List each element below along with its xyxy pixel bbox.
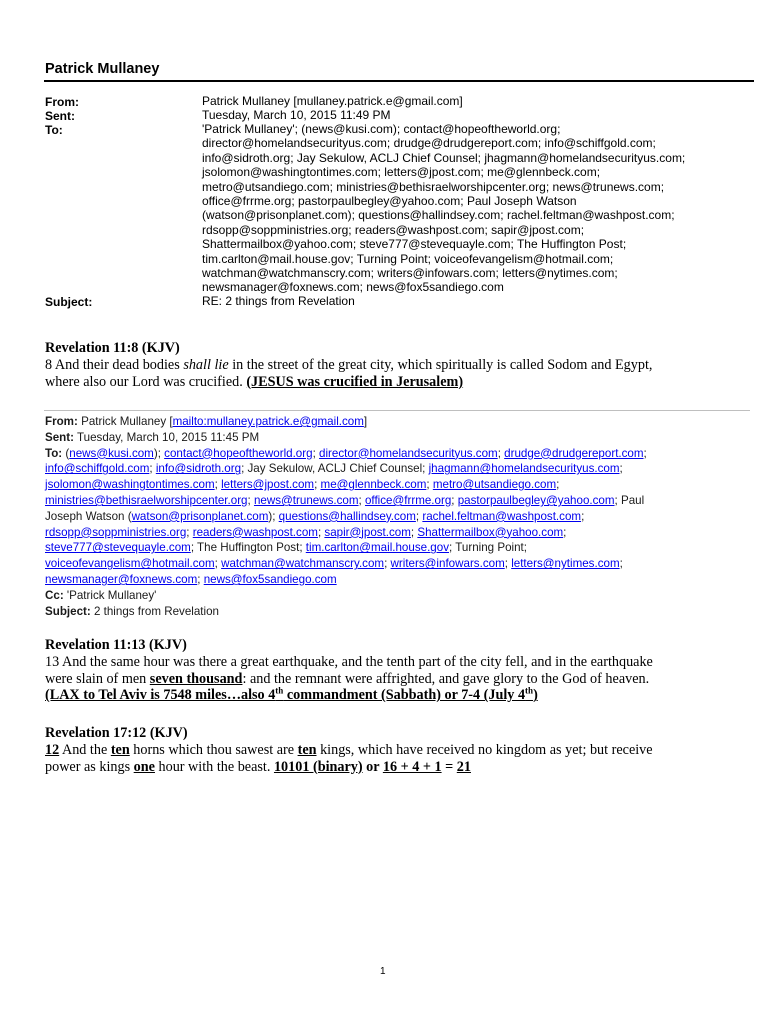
to-line: watchman@watchmanscry.com; writers@infowars.com; letters@nytimes.com; — [202, 266, 618, 281]
verse-line — [45, 357, 652, 374]
verse-emphasis: seven thousand — [149, 670, 243, 687]
note-sup: th — [275, 685, 284, 696]
to-line: metro@utsandiego.com; ministries@bethisraelworshipcenter.org; news@trunews.com; — [202, 179, 665, 194]
to-line: office@frrme.org; pastorpaulbegley@yahoo.com; Paul Joseph Watson — [202, 194, 577, 209]
fwd-sent-value: Tuesday, March 10, 2015 11:45 PM — [73, 430, 260, 444]
email-link[interactable]: questions@hallindsey.com — [278, 509, 416, 523]
verse-line — [45, 759, 653, 776]
fwd-to-label: To: — [45, 446, 63, 460]
email-link[interactable]: voiceofevangelism@hotmail.com — [45, 557, 215, 571]
verse-emphasis: ten — [110, 741, 130, 758]
verse-title: Revelation 11:13 (KJV) — [45, 637, 187, 653]
email-link[interactable]: watchman@watchmanscry.com — [221, 557, 385, 571]
note-text: commandment (Sabbath) or 7-4 (July 4 — [283, 687, 526, 704]
forwarded-header — [45, 414, 647, 619]
verse-text: were slain of men — [45, 670, 150, 687]
email-link[interactable]: rdsopp@soppministries.org — [45, 525, 187, 539]
from-value: Patrick Mullaney [mullaney.patrick.e@gmail.com] — [202, 94, 463, 108]
fwd-subject-value: 2 things from Revelation — [90, 604, 219, 618]
email-link[interactable]: news@fox5sandiego.com — [203, 572, 337, 586]
fwd-from-line — [45, 414, 647, 430]
verse-line: 13 And the same hour was there a great earthquake, and the tenth part of the city fell, and in the earthquake — [45, 653, 653, 670]
email-link[interactable]: news@trunews.com — [253, 493, 359, 507]
fwd-cc-line — [45, 588, 647, 604]
forward-divider — [44, 410, 750, 411]
sender-name: Patrick Mullaney — [45, 61, 160, 77]
to-value — [202, 122, 685, 295]
to-label: To: — [45, 123, 63, 137]
verse-text: where also our Lord was crucified. — [45, 373, 247, 390]
verse-italic: shall lie — [183, 356, 229, 373]
verse-text: horns which thou sawest are — [129, 741, 298, 758]
email-link[interactable]: steve777@stevequayle.com — [45, 541, 191, 555]
verse-emphasis: 10101 (binary) — [273, 758, 363, 775]
verse-block-2 — [45, 637, 653, 704]
fwd-sent-line — [45, 430, 647, 446]
recipient-text: ; Paul — [614, 493, 645, 507]
email-link[interactable]: news@kusi.com — [69, 446, 154, 460]
recipient-text: ; — [358, 493, 365, 507]
verse-note — [45, 687, 653, 704]
verse-emphasis: ten — [297, 741, 317, 758]
to-line: (watson@prisonplanet.com); questions@hallindsey.com; rachel.feltman@washpost.com; — [202, 208, 675, 223]
verse-emphasis: 21 — [456, 758, 471, 775]
verse-block-1 — [45, 340, 652, 390]
verse-text: power as kings — [45, 758, 134, 775]
recipient-text: ); — [153, 446, 165, 460]
email-link[interactable]: info@schiffgold.com — [45, 462, 150, 476]
recipient-text: ; — [619, 557, 623, 571]
verse-emphasis: 16 + 4 + 1 — [382, 758, 442, 775]
email-link[interactable]: writers@infowars.com — [390, 557, 505, 571]
recipient-text: ; Turning Point; — [449, 541, 527, 555]
to-line: info@sidroth.org; Jay Sekulow, ACLJ Chief Counsel; jhagmann@homelandsecurityus.com; — [202, 150, 686, 165]
recipient-text: ( — [62, 446, 70, 460]
recipient-text: Joseph Watson ( — [45, 509, 132, 523]
email-link[interactable]: jhagmann@homelandsecurityus.com — [428, 462, 620, 476]
verse-text: And the — [59, 741, 111, 758]
subject-label: Subject: — [45, 295, 93, 309]
to-line: tim.carlton@mail.house.gov; Turning Point; voiceofevangelism@hotmail.com; — [202, 251, 614, 266]
recipient-text: ; — [556, 478, 560, 492]
verse-emphasis: one — [133, 758, 155, 775]
email-link[interactable]: Shattermailbox@yahoo.com — [417, 525, 564, 539]
recipient-text: ; The Huffington Post; — [190, 541, 306, 555]
note-text: ) — [533, 687, 538, 704]
email-link[interactable]: office@frrme.org — [364, 493, 452, 507]
recipient-text: ; — [186, 525, 193, 539]
email-link[interactable]: newsmanager@foxnews.com — [45, 572, 198, 586]
fwd-from-link[interactable]: mailto:mullaney.patrick.e@gmail.com — [172, 415, 364, 428]
email-link[interactable]: jsolomon@washingtontimes.com — [45, 478, 215, 492]
email-link[interactable]: readers@washpost.com — [192, 525, 318, 539]
sent-label: Sent: — [45, 109, 75, 123]
email-link[interactable]: ministries@bethisraelworshipcenter.org — [45, 493, 248, 507]
recipient-text: ; — [214, 478, 222, 492]
recipient-text: ; — [312, 446, 320, 460]
from-label: From: — [45, 95, 79, 109]
email-link[interactable]: metro@utsandiego.com — [432, 478, 557, 492]
recipient-text: ; — [643, 446, 647, 460]
email-link[interactable]: drudge@drudgereport.com — [504, 446, 644, 460]
verse-line — [45, 671, 653, 688]
email-link[interactable]: info@sidroth.org — [155, 462, 242, 476]
header-divider — [44, 80, 754, 82]
to-line: newsmanager@foxnews.com; news@fox5sandiego.com — [202, 280, 504, 295]
recipient-text: ; — [563, 525, 567, 539]
to-line: jsolomon@washingtontimes.com; letters@jpost.com; me@glennbeck.com; — [202, 165, 601, 180]
recipient-text: ; — [410, 525, 418, 539]
fwd-from-end: ] — [363, 415, 368, 428]
verse-block-3 — [45, 725, 653, 775]
fwd-to-recipients — [45, 446, 647, 588]
recipient-text: ; — [214, 557, 222, 571]
fwd-cc-label: Cc: — [45, 588, 64, 602]
email-link[interactable]: rachel.feltman@washpost.com — [422, 509, 582, 523]
verse-text: 8 And their dead bodies — [45, 356, 184, 373]
subject-value: RE: 2 things from Revelation — [202, 294, 355, 308]
recipient-text: ; — [497, 446, 505, 460]
recipient-text: ; — [415, 509, 423, 523]
recipient-text: ; — [504, 557, 512, 571]
verse-line — [45, 374, 652, 391]
to-line: director@homelandsecurityus.com; drudge@drudgereport.com; info@schiffgold.com; — [202, 136, 656, 151]
recipient-text: ; — [317, 525, 325, 539]
recipient-text: ; — [314, 478, 321, 492]
email-link[interactable]: pastorpaulbegley@yahoo.com — [457, 493, 615, 507]
recipient-text: ; Jay Sekulow, ACLJ Chief Counsel; — [241, 462, 429, 476]
to-line: 'Patrick Mullaney'; (news@kusi.com); contact@hopeoftheworld.org; — [202, 122, 561, 136]
fwd-cc-value: 'Patrick Mullaney' — [63, 588, 157, 602]
recipient-text: ; — [384, 557, 391, 571]
email-link[interactable]: sapir@jpost.com — [324, 525, 411, 539]
recipient-text: ; — [451, 493, 458, 507]
verse-text: kings, which have received no kingdom as yet; but receive — [316, 741, 653, 758]
verse-text: hour with the beast. — [154, 758, 274, 775]
note-text: (LAX to Tel Aviv is 7548 miles…also 4 — [45, 687, 276, 704]
verse-text: in the street of the great city, which spiritually is called Sodom and Egypt, — [228, 356, 653, 373]
verse-line — [45, 742, 653, 759]
email-link[interactable]: director@homelandsecurityus.com — [319, 446, 498, 460]
sent-value: Tuesday, March 10, 2015 11:49 PM — [202, 108, 391, 122]
recipient-text: ; — [581, 509, 585, 523]
note-sup: th — [525, 685, 534, 696]
email-link[interactable]: letters@nytimes.com — [511, 557, 620, 571]
verse-title: Revelation 11:8 (KJV) — [45, 340, 180, 356]
recipient-text: ); — [268, 509, 279, 523]
email-link[interactable]: me@glennbeck.com — [320, 478, 427, 492]
recipient-text: ; — [197, 572, 204, 586]
to-line: Shattermailbox@yahoo.com; steve777@stevequayle.com; The Huffington Post; — [202, 237, 627, 252]
verse-note: (JESUS was crucified in Jerusalem) — [246, 373, 464, 390]
email-link[interactable]: watson@prisonplanet.com — [131, 509, 269, 523]
fwd-sent-label: Sent: — [45, 430, 74, 444]
verse-text: = — [441, 758, 457, 775]
verse-title: Revelation 17:12 (KJV) — [45, 725, 188, 741]
fwd-from-label: From: — [45, 415, 78, 428]
email-link[interactable]: letters@jpost.com — [221, 478, 315, 492]
to-line: rdsopp@soppministries.org; readers@washpost.com; sapir@jpost.com; — [202, 222, 585, 237]
recipient-text: ; — [426, 478, 433, 492]
recipient-text: ; — [619, 462, 623, 476]
recipient-text: ; — [247, 493, 254, 507]
fwd-subject-label: Subject: — [45, 604, 91, 618]
email-link[interactable]: tim.carlton@mail.house.gov — [305, 541, 449, 555]
recipient-text: ; — [149, 462, 156, 476]
verse-text: or — [362, 758, 383, 775]
page-number: 1 — [380, 966, 386, 977]
fwd-from-name: Patrick Mullaney [ — [77, 415, 173, 428]
email-link[interactable]: contact@hopeoftheworld.org — [164, 446, 313, 460]
verse-text: : and the remnant were affrighted, and gave glory to the God of heaven. — [242, 670, 650, 687]
verse-number: 12 — [45, 741, 60, 758]
fwd-subject-line — [45, 604, 647, 620]
